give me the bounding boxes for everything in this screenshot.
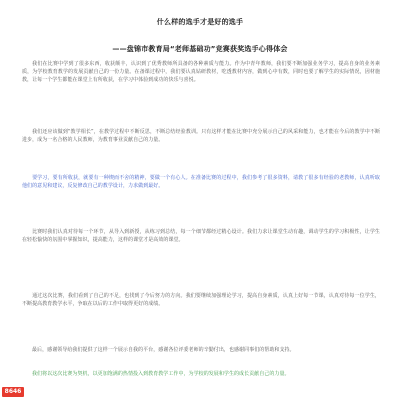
page-number-badge: 8646 [2,387,24,397]
paragraph-1 [22,60,380,84]
paragraph-6-text: 最后，感谢领导给我们提供了这样一个展示自我的平台，感谢各位评委老师的辛勤付出，也感谢同事们的帮助和支持。 [32,347,295,353]
paragraph-5 [22,292,380,308]
paragraph-7-text: 我们将以这次比赛为契机，以更加饱满的热情投入到教育教学工作中，为学校的发展和学生的成长贡献自己的力量。 [32,371,290,377]
paragraph-2-text: 我们还应该做到“教学相长”，在教学过程中不断反思，不断总结经验教训。只有这样才能在比赛中充分展示自己的风采和能力，也才能在今后的教学中不断进步，成为一名合格的人民教师，为教育事业贡献自己的力量。 [22,129,380,144]
paragraph-2 [22,128,380,144]
paragraph-4-text: 比赛时我们认真对待每一个环节，从导入到新授，从练习到总结，每一个细节都经过精心设计。我们力求让课堂生动有趣，调动学生的学习积极性，让学生在轻松愉快的氛围中掌握知识，提高能力，这样的课堂才是高效的课堂。 [22,229,380,244]
paragraph-7 [22,370,380,378]
document-subtitle: ——盘锦市教育局“老师基础功”竞赛获奖选手心得体会 [112,45,288,53]
paragraph-3-text: 要学习，要有所收获，就要有一种锲而不舍的精神，要做一个有心人。在准备比赛的过程中，我们参考了很多资料，请教了很多有经验的老教师，认真听取他们的意见和建议，反复修改自己的教学设计，力求做到最好。 [22,175,380,190]
paragraph-6 [22,346,380,354]
document-title: 什么样的选手才是好的选手 [156,18,244,26]
paragraph-4 [22,228,380,244]
paragraph-3 [22,174,380,190]
paragraph-5-text: 通过这次比赛，我们看到了自己的不足，也找到了今后努力的方向。我们要继续加强理论学习，提高自身素质，认真上好每一节课，认真对待每一位学生，不断提高教育教学水平，争取在以后的工作中取得更好的成绩。 [22,293,380,308]
paragraph-1-text: 我们在比赛中学到了很多东西，收获颇丰，认识到了优秀教师所具备的各种素质与能力。作为中青年教师，我们要不断加强业务学习，提高自身的业务素质，为学校教育教学的发展贡献自己的一份力量。在备课过程中，我们要认真钻研教材，吃透教材内容，做到心中有数，同时也要了解学生的实际情况，因材施教，让每一个学生都能在课堂上有所收获，在学习中体验到成功的快乐与喜悦。 [22,61,380,84]
